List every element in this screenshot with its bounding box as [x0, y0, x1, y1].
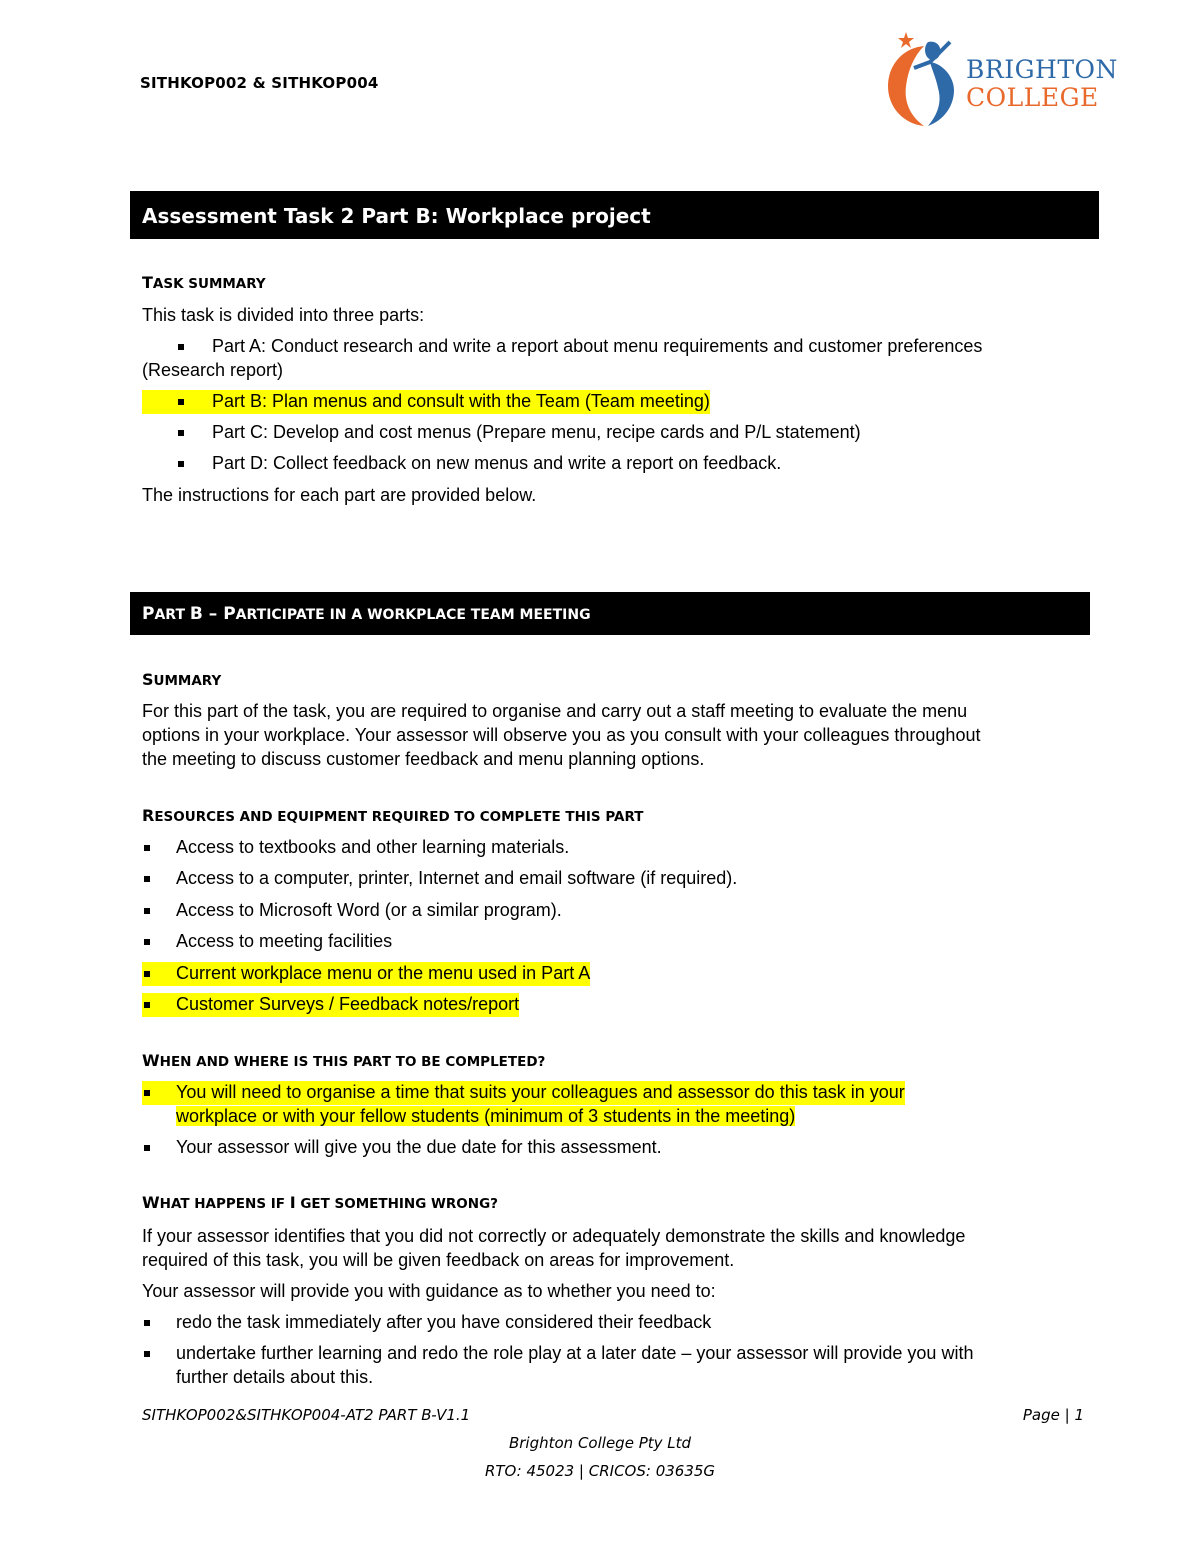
list-item [142, 452, 781, 476]
wrong-paragraph-line: If your assessor identifies that you did not correctly or adequately demonstrate the skills and knowledge [142, 1226, 966, 1246]
task-summary-intro: This task is divided into three parts: [142, 305, 425, 325]
list-item-text: You will need to organise a time that suits your colleagues and assessor do this task in your [176, 1082, 905, 1102]
heading-initial: T [142, 273, 153, 292]
task-summary-outro: The instructions for each part are provided below. [142, 485, 537, 505]
heading-initial: W [142, 1051, 160, 1070]
list-item-text: Part B: Plan menus and consult with the Team (Team meeting) [212, 391, 710, 411]
heading-rest: UMMARY [153, 673, 222, 689]
list-item-text: Current workplace menu or the menu used in Part A [176, 963, 591, 983]
wrong-heading [142, 1193, 498, 1212]
list-item [142, 335, 982, 359]
list-item-text: Part D: Collect feedback on new menus and write a report on feedback. [212, 453, 782, 473]
logo-text-line1: BRIGHTON [966, 55, 1118, 84]
list-item-continued [176, 1105, 795, 1129]
heading-part: ART [154, 607, 190, 623]
brighton-college-logo [884, 28, 1118, 130]
footer-page-number: Page | 1 [1022, 1406, 1084, 1424]
heading-part: I [289, 1193, 296, 1212]
list-item-continued: (Research report) [142, 360, 284, 380]
heading-rest: HEN AND WHERE IS THIS PART TO BE COMPLETED? [159, 1054, 546, 1070]
bullet-icon [144, 1351, 150, 1357]
part-b-heading [130, 592, 1090, 635]
footer-rto: RTO: 45023 | CRICOS: 03635G [484, 1462, 716, 1480]
list-item-highlighted [142, 962, 590, 986]
list-item [142, 1342, 973, 1366]
resources-heading [142, 806, 643, 825]
list-item-text: Access to Microsoft Word (or a similar program). [176, 900, 562, 920]
list-item-text: Customer Surveys / Feedback notes/report [176, 994, 520, 1014]
bullet-icon [144, 971, 150, 977]
heading-part: ARTICIPATE IN A WORKPLACE TEAM MEETING [235, 607, 591, 623]
list-item [142, 930, 392, 954]
wrong-paragraph-2: Your assessor will provide you with guidance as to whether you need to: [142, 1281, 716, 1301]
summary-line: options in your workplace. Your assessor will observe you as you consult with your colleagues throughout [142, 725, 981, 745]
list-item [142, 836, 569, 860]
list-item [142, 1311, 711, 1335]
list-item-text: Part C: Develop and cost menus (Prepare menu, recipe cards and P/L statement) [212, 422, 861, 442]
summary-heading [142, 670, 221, 689]
list-item [142, 1136, 662, 1160]
list-item-text: undertake further learning and redo the role play at a later date – your assessor will provide you with [176, 1343, 974, 1363]
list-item-text: Your assessor will give you the due date for this assessment. [176, 1137, 662, 1157]
when-where-heading [142, 1051, 545, 1070]
list-item-highlighted [142, 390, 710, 414]
list-item-text: Part A: Conduct research and write a report about menu requirements and customer preferences [212, 336, 983, 356]
summary-line: the meeting to discuss customer feedback and menu planning options. [142, 749, 705, 769]
list-item-highlighted [142, 993, 519, 1017]
unit-codes: SITHKOP002 & SITHKOP004 [140, 74, 379, 92]
heading-initial: P [142, 604, 155, 624]
list-item [142, 421, 861, 445]
footer-company: Brighton College Pty Ltd [508, 1434, 692, 1452]
task-summary-heading [142, 273, 266, 292]
heading-part: P [223, 604, 236, 624]
footer-doc-code: SITHKOP002&SITHKOP004-AT2 PART B-V1.1 [142, 1406, 471, 1424]
list-item-highlighted [142, 1081, 905, 1105]
bullet-icon [144, 1090, 150, 1096]
bullet-icon [144, 908, 150, 914]
heading-initial: R [142, 806, 155, 825]
heading-initial: W [142, 1193, 160, 1212]
summary-line: For this part of the task, you are required to organise and carry out a staff meeting to evaluate the menu [142, 701, 968, 721]
heading-part: B – [189, 604, 224, 624]
bullet-icon [144, 939, 150, 945]
logo-text-line2: COLLEGE [966, 83, 1099, 112]
bullet-icon [178, 399, 184, 405]
wrong-paragraph-line: required of this task, you will be given feedback on areas for improvement. [142, 1250, 735, 1270]
bullet-icon [178, 430, 184, 436]
heading-initial: S [142, 670, 154, 689]
list-item-text: redo the task immediately after you have considered their feedback [176, 1312, 712, 1332]
bullet-icon [144, 1002, 150, 1008]
bullet-icon [144, 845, 150, 851]
bullet-icon [144, 876, 150, 882]
list-item-text: Access to textbooks and other learning materials. [176, 837, 570, 857]
bullet-icon [178, 461, 184, 467]
page-title: Assessment Task 2 Part B: Workplace project [130, 191, 1099, 239]
bullet-icon [178, 344, 184, 350]
list-item-text: Access to a computer, printer, Internet and email software (if required). [176, 868, 738, 888]
bullet-icon [144, 1320, 150, 1326]
bullet-icon [144, 1145, 150, 1151]
list-item-text: workplace or with your fellow students (minimum of 3 students in the meeting) [176, 1106, 796, 1126]
heading-rest: GET SOMETHING WRONG? [295, 1196, 498, 1212]
heading-rest: HAT HAPPENS IF [159, 1196, 290, 1212]
heading-rest: ASK SUMMARY [152, 276, 266, 292]
list-item [142, 899, 562, 923]
heading-rest: ESOURCES AND EQUIPMENT REQUIRED TO COMPLETE THIS PART [154, 809, 644, 825]
list-item-continued: further details about this. [176, 1367, 374, 1387]
list-item [142, 867, 737, 891]
logo-emblem-icon [884, 28, 964, 130]
list-item-text: Access to meeting facilities [176, 931, 393, 951]
